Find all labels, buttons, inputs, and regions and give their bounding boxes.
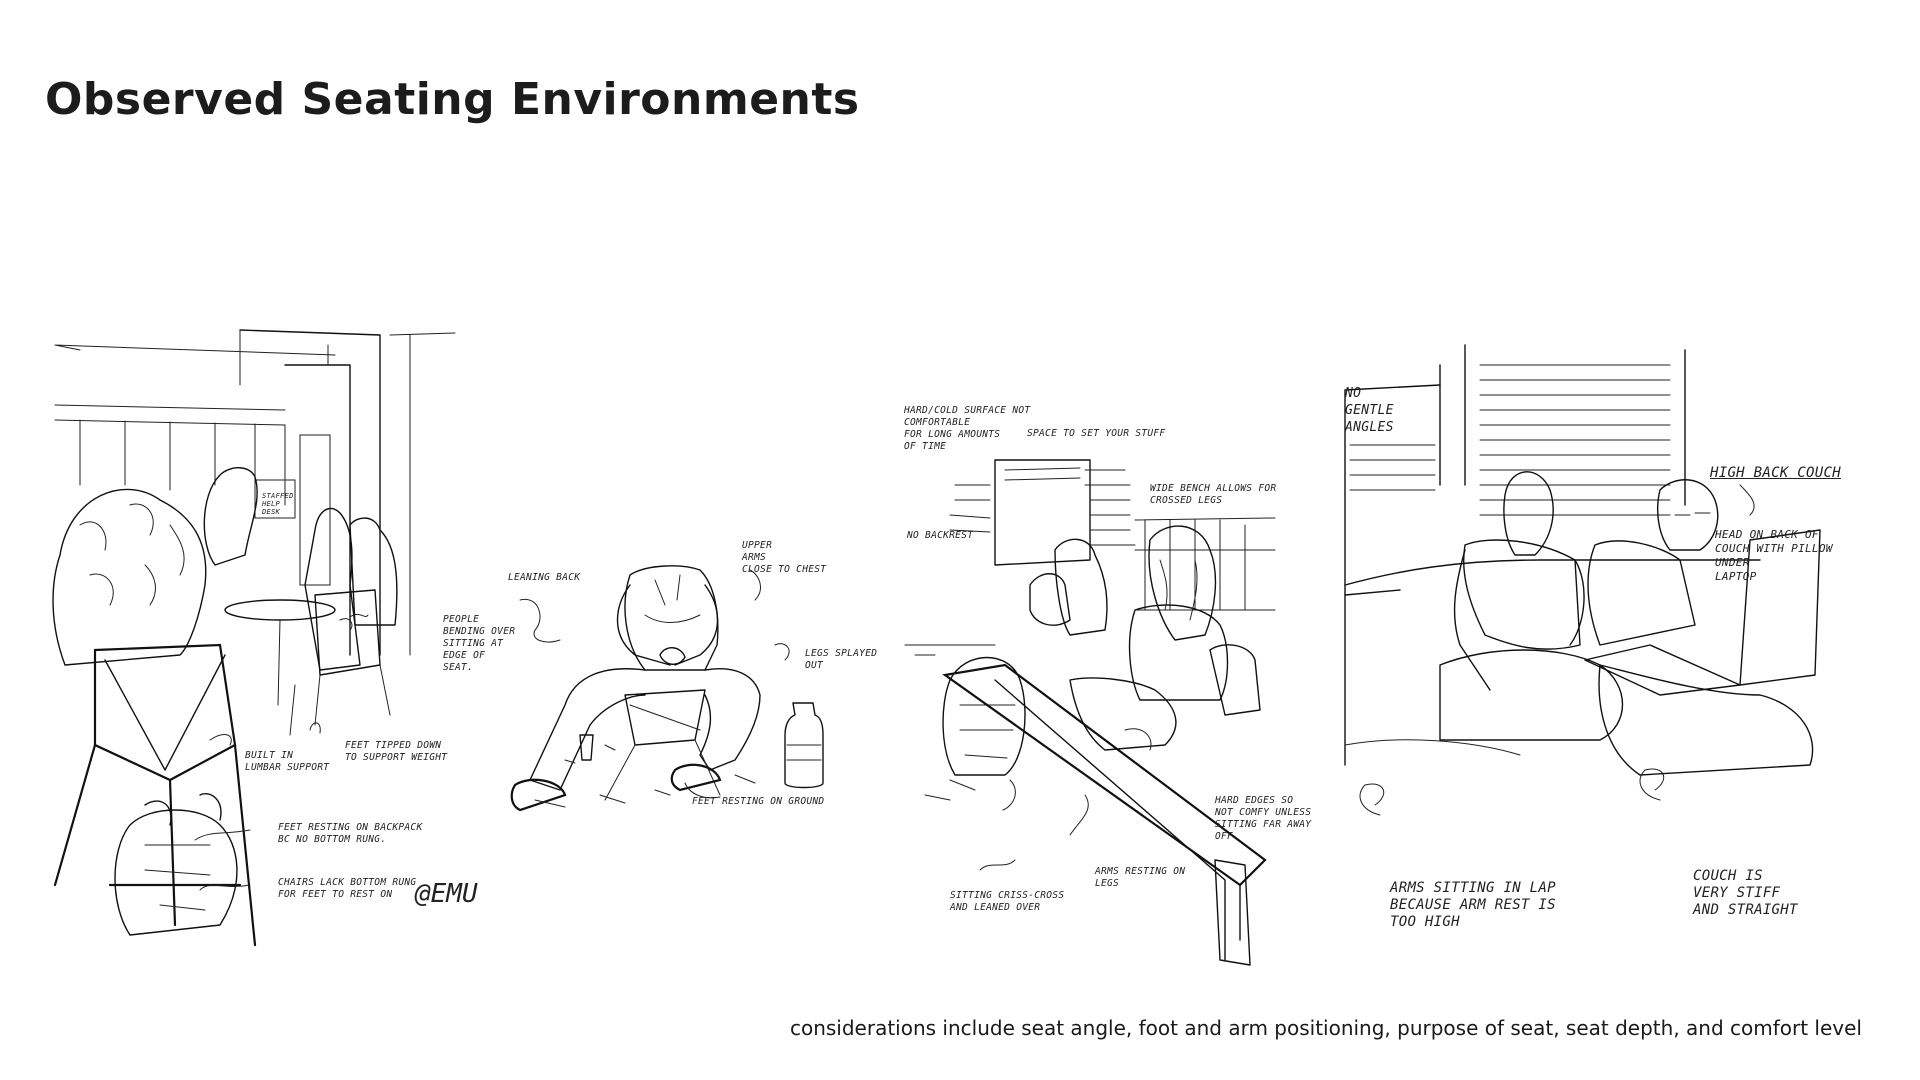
note-feet-backpack: FEET RESTING ON BACKPACK BC NO BOTTOM RUNG.	[278, 822, 423, 845]
note-space-stuff: SPACE TO SET YOUR STUFF	[1027, 428, 1166, 439]
signature-emu: @EMU	[415, 879, 478, 909]
note-criss-cross: SITTING CRISS-CROSS AND LEANED OVER	[950, 890, 1065, 913]
note-feet-ground: FEET RESTING ON GROUND	[692, 796, 825, 807]
note-hard-edges: HARD EDGES SO NOT COMFY UNLESS SITTING FAR AWAY OFF.	[1215, 795, 1312, 842]
couch-drawing	[1340, 345, 1860, 835]
note-couch-stiff: COUCH IS VERY STIFF AND STRAIGHT	[1693, 868, 1798, 918]
note-no-gentle-angles: NO GENTLE ANGLES	[1345, 386, 1394, 435]
study-room-drawing	[50, 325, 510, 955]
note-chairs-rung: CHAIRS LACK BOTTOM RUNG FOR FEET TO REST ON	[278, 877, 417, 900]
note-high-back-couch: HIGH BACK COUCH	[1710, 465, 1841, 481]
note-upper-arms: UPPER ARMS CLOSE TO CHEST	[742, 540, 827, 575]
camp-chair-drawing	[505, 545, 880, 820]
page-caption: considerations include seat angle, foot and arm positioning, purpose of seat, seat depth, and comfort level	[789, 1016, 1862, 1040]
note-people-bending: PEOPLE BENDING OVER SITTING AT EDGE OF SEAT.	[443, 614, 516, 673]
note-arms-legs: ARMS RESTING ON LEGS	[1095, 866, 1186, 889]
note-wide-bench: WIDE BENCH ALLOWS FOR CROSSED LEGS	[1150, 483, 1277, 506]
note-feet-tipped: FEET TIPPED DOWN TO SUPPORT WEIGHT	[345, 740, 448, 763]
sketch-couch	[1340, 345, 1860, 835]
note-arms-lap: ARMS SITTING IN LAP BECAUSE ARM REST IS TOO HIGH	[1390, 880, 1556, 930]
note-head-pillow: HEAD ON BACK OF COUCH WITH PILLOW UNDER LAPTOP	[1715, 528, 1833, 583]
note-lumbar-support: BUILT IN LUMBAR SUPPORT	[245, 750, 330, 773]
page-title: Observed Seating Environments	[45, 74, 860, 125]
note-no-backrest: NO BACKREST	[907, 530, 974, 541]
note-leaning-back: LEANING BACK	[508, 572, 581, 583]
note-legs-splayed: LEGS SPLAYED OUT	[805, 648, 878, 671]
note-hard-surface: HARD/COLD SURFACE NOT COMFORTABLE FOR LONG AMOUNTS OF TIME	[904, 405, 1031, 452]
sign-staffed-help-desk: STAFFED HELP DESK	[262, 492, 294, 516]
sketch-study-room	[50, 325, 510, 955]
sketch-camp-chair	[505, 545, 880, 820]
